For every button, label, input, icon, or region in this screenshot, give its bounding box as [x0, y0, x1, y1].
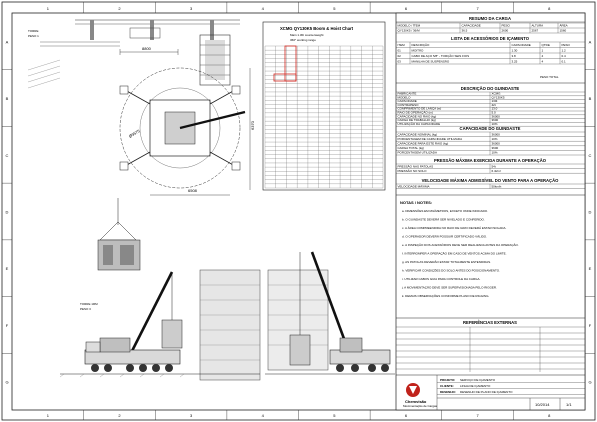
column-mark: 4	[261, 413, 264, 418]
load-chart-subtitle-1: Main 1.30t counterweight	[290, 33, 324, 37]
rigging-detail	[80, 198, 140, 311]
plan-label-1: TORRE	[28, 29, 39, 33]
note-item: e. A INSPEÇÃO DOS ACESSÓRIOS DEVE SER REALIZADA ANTES DA OPERAÇÃO.	[402, 243, 519, 247]
table-cell: PESO	[501, 23, 510, 28]
table-cell: 3600	[491, 118, 499, 123]
footer-label: DESENHO:	[440, 390, 456, 394]
column-mark: 1	[46, 6, 49, 11]
table-cell: 6.4t/m²	[491, 168, 501, 173]
table-cell: 1.2	[561, 48, 566, 53]
column-mark: 5	[333, 6, 336, 11]
table-cell: QY130K5	[491, 95, 505, 100]
table-cell: 5.0	[491, 110, 496, 115]
row-mark: G	[588, 379, 592, 385]
table-cell: 3.8	[511, 54, 516, 59]
table-cell: RAIO DE OPERAÇÃO (m)	[397, 110, 434, 115]
table-cell: 0.4	[561, 54, 566, 59]
column-mark: 8	[548, 413, 551, 418]
table-cell: 50km/h	[491, 184, 502, 189]
plan-label-2: PESO 1	[28, 34, 39, 38]
note-item: j. A MOVIMENTAÇÃO DEVE SER SUPERVISIONADA PELO RIGGER.	[402, 285, 497, 290]
table-cell: ITEM	[397, 43, 405, 48]
table-cell: PRESSÃO NO SOLO	[397, 168, 427, 173]
table-cell: 3600	[491, 146, 499, 151]
table-cell: CAPACIDADE	[511, 43, 531, 48]
table-cell: XCMG	[491, 91, 501, 96]
company-logo	[406, 383, 420, 397]
refs-title: REFERÊNCIAS EXTERNAS	[463, 320, 517, 325]
column-mark: 8	[548, 6, 551, 11]
table-cell: 42t	[491, 102, 496, 107]
table-cell: 4	[541, 59, 544, 64]
table-cell: 36000	[491, 141, 500, 146]
table-cell: 36000	[491, 132, 500, 137]
table-cell: CONTRAPESO	[397, 102, 419, 107]
footer-label: PROJETO:	[440, 378, 456, 382]
column-mark: 3	[189, 413, 193, 418]
row-mark: C	[588, 152, 592, 158]
elevation-view-right	[265, 252, 395, 374]
table-cell: CAPACIDADE	[397, 99, 417, 104]
column-mark: 7	[476, 6, 479, 11]
table-cell: PORCENTAGEM DE CAPACIDADE UTILIZADA	[397, 136, 463, 141]
table-cell: 130t	[491, 99, 498, 104]
table-cell: CARGA TOTAL (kg)	[397, 146, 425, 151]
table-cell: PRESSÃO NAS PATOLAS	[397, 164, 434, 169]
column-mark: 2	[118, 413, 121, 418]
table-cell: PORCENTAGEM UTILIZADA	[397, 150, 437, 155]
section-accessories: LISTA DE ACESSÓRIOS DE IÇAMENTO	[451, 36, 529, 41]
table-cell: 10%	[491, 121, 498, 126]
note-item: g. AS PATOLAS DEVERÃO ESTAR TOTALMENTE ESTENDIDAS.	[402, 260, 491, 264]
acc-total-label: PESO TOTAL	[540, 75, 559, 79]
table-cell: MODELO	[397, 95, 411, 100]
column-mark: 7	[476, 413, 479, 418]
footer-label: CLIENTE:	[440, 384, 454, 388]
row-mark: E	[588, 266, 592, 272]
column-mark: 1	[46, 413, 49, 418]
company-name: Chemvisão	[405, 399, 427, 404]
table-cell: CAPACIDADE NO RAIO (kg)	[397, 114, 437, 119]
dim-right: 6370	[250, 121, 255, 130]
table-cell: PESO	[561, 43, 570, 48]
table-cell: 10%	[491, 136, 498, 141]
table-cell: 1	[541, 48, 544, 53]
table-cell: CAPACIDADE PARA ESTE RAIO (kg)	[397, 141, 449, 146]
column-mark: 3	[189, 6, 193, 11]
row-mark: A	[5, 39, 9, 45]
note-item: f. INTERROMPER A OPERAÇÃO EM CASO DE VENTOS ACIMA DO LIMITE.	[402, 251, 507, 256]
row-mark: B	[588, 96, 592, 102]
row-mark: A	[588, 39, 592, 45]
table-cell: 4	[541, 54, 544, 59]
note-item: c. A ÁREA COMPREENDIDA NO RAIO DE GIRO DEVERÁ ESTAR ISOLADA.	[402, 226, 507, 230]
elevation-view-left	[60, 270, 260, 380]
note-item: b. O GUINDASTE DEVERÁ SER NIVELADO E CONFERIDO.	[402, 217, 485, 222]
note-item: h. VERIFICAR CONDIÇÕES DO SOLO ANTES DO POSICIONAMENTO.	[402, 268, 500, 273]
note-item: d. O OPERADOR DEVERÁ POSSUIR CERTIFICADO VÁLIDO.	[402, 234, 487, 239]
note-item: k. DEMAIS OBSERVAÇÕES CONFORME PLANO DE RIGGING.	[402, 294, 490, 298]
table-cell: QY130K5 / 36/M	[397, 28, 420, 33]
column-mark: 4	[261, 6, 264, 11]
table-cell: 36000	[491, 114, 500, 119]
table-cell: CAPACIDADE	[461, 23, 481, 28]
note-item: a. DIMENSÕES EM MILÍMETROS, EXCETO ONDE INDICADO.	[402, 209, 488, 213]
sheet-number: 1/1	[566, 402, 572, 407]
row-mark: F	[588, 322, 592, 328]
table-cell: CABO DE AÇO 5/8" - TORÇÃO SEIS FIOS	[411, 54, 470, 59]
title-block	[396, 13, 585, 410]
table-cell: 02	[397, 54, 401, 59]
section-capacity: CAPACIDADE DO GUINDASTE	[459, 126, 521, 131]
table-cell: COMPRIMENTO DE LANÇA (m)	[397, 106, 442, 111]
table-cell: 01	[397, 48, 401, 53]
table-cell: 1560	[559, 28, 567, 33]
row-mark: E	[5, 266, 9, 272]
table-cell: MOITÃO	[411, 48, 424, 53]
note-item: i. UTILIZAR CABOS GUIA PARA CONTROLE DA CARGA.	[402, 277, 481, 281]
load-chart-title: XCMG QY130K5 Boom & Hoist Chart	[280, 26, 354, 31]
plan-view	[28, 20, 255, 195]
notes-title: NOTAS / NOTES:	[400, 200, 433, 205]
table-cell: DESCRIÇÃO	[411, 43, 430, 48]
table-cell: VELOCIDADE MÁXIMA	[397, 184, 430, 189]
elev-label-1: TORRE 1RM	[80, 302, 98, 306]
table-cell: 1.30	[511, 48, 518, 53]
footer-value: SERVIÇO DE IÇAMENTO	[460, 378, 496, 382]
table-cell: MODELO / ÍTEM	[397, 23, 421, 28]
table-cell: ÁREA	[559, 23, 568, 28]
row-mark: B	[5, 96, 9, 102]
dim-top: 8800	[142, 46, 151, 51]
footer-value: DESENHO DE PLANO DE IÇAMENTO	[460, 390, 513, 394]
table-cell: 13.0	[491, 106, 498, 111]
table-cell: 54t	[491, 164, 496, 169]
table-cell: MANILHA DE SUSPENSÃO	[411, 59, 450, 64]
column-mark: 6	[404, 413, 408, 418]
load-chart-table	[263, 22, 385, 190]
table-cell: 10%	[491, 150, 498, 155]
table-cell: FABRICANTE	[397, 91, 417, 96]
row-mark: D	[5, 209, 9, 215]
section-load-summary: RESUMO DA CARGA	[469, 16, 511, 21]
table-cell: 2600	[501, 28, 509, 33]
table-cell: UTILIZAÇÃO DA CAPACIDADE	[397, 121, 441, 126]
table-cell: 2567	[531, 28, 539, 33]
company-subtitle: Movimentação de Cargas	[403, 404, 438, 408]
table-cell: CARGA DE TRABALHO (kg)	[397, 118, 436, 123]
table-cell: 36.5	[461, 28, 468, 33]
dim-bottom: 6508	[188, 188, 197, 193]
table-cell: 03	[397, 59, 401, 64]
elev-label-2: PESO 3	[80, 307, 91, 311]
section-crane-description: DESCRIÇÃO DO GUINDASTE	[460, 86, 520, 91]
column-mark: 6	[404, 6, 408, 11]
row-mark: F	[5, 322, 9, 328]
load-chart-subtitle-2: 360° working range	[290, 38, 316, 42]
drawing-date: 10/2014	[535, 402, 550, 407]
section-wind: VELOCIDADE MÁXIMA ADMISSÍVEL DO VENTO PARA A OPERAÇÃO	[421, 178, 559, 183]
footer-value: LINHA DE IÇAMENTO	[460, 384, 491, 388]
table-cell: CAPACIDADE NOMINAL (kg)	[397, 132, 438, 137]
table-cell: 3.25	[511, 59, 518, 64]
row-mark: G	[5, 379, 9, 385]
section-pressure: PRESSÃO MÁXIMA EXERCIDA DURANTE A OPERAÇÃO	[434, 158, 546, 163]
dim-diagonal: Ø9575	[127, 128, 141, 139]
table-cell: 0.1	[561, 59, 566, 64]
row-mark: D	[588, 209, 592, 215]
table-cell: ALTURA	[531, 23, 544, 28]
column-mark: 2	[118, 6, 121, 11]
table-cell: QTDE	[541, 43, 550, 48]
column-mark: 5	[333, 413, 336, 418]
row-mark: C	[5, 152, 9, 158]
